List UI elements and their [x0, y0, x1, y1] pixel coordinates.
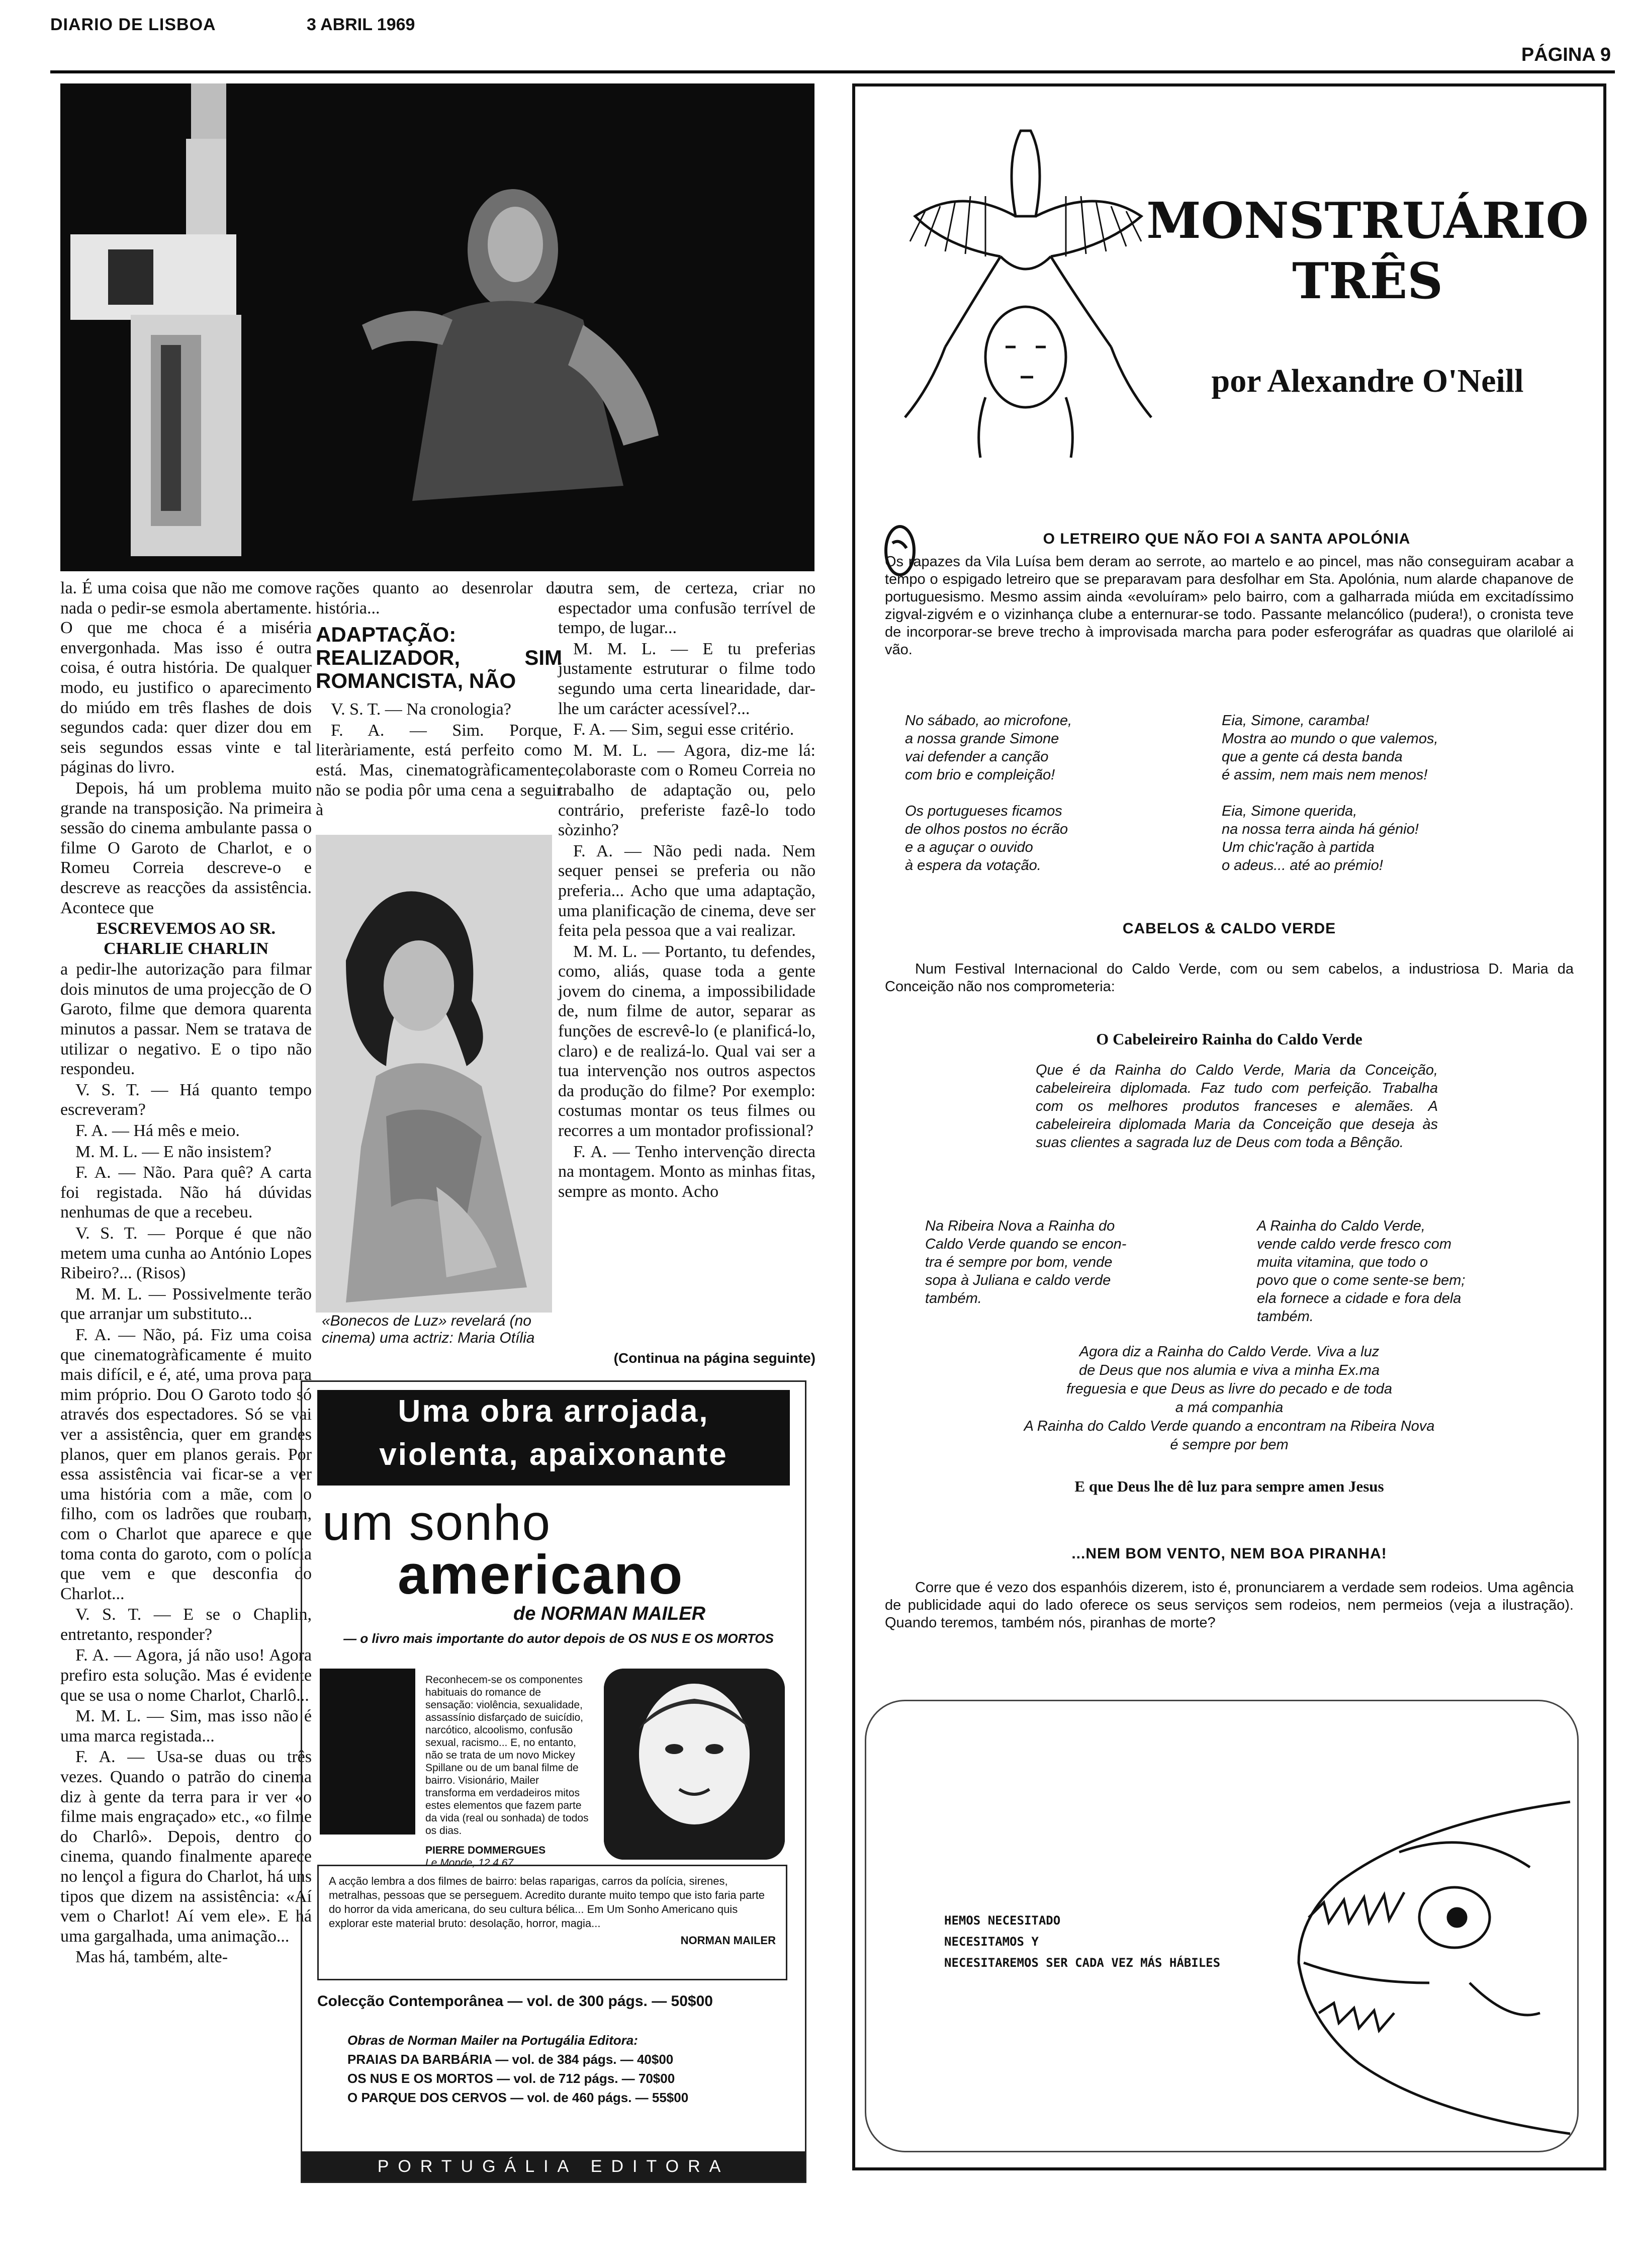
- section-text-cabelos: Num Festival Internacional do Caldo Verde, com ou sem cabelos, a industriosa D. Maria da Conceição não nos comprometeria:: [885, 961, 1574, 995]
- section-text-piranha: Corre que é vezo dos espanhóis dizerem, isto é, pronunciarem a verdade sem rodeios. Uma agência de publicidade aqui do lado oferece os seus serviços sem rodeios, nem permeios (veja a ilustração). Quando teremos, também nós, piranhas de morte?: [885, 1580, 1574, 1631]
- paragraph: a pedir-lhe autorização para filmar dois minutos de uma projecção de O Garoto, filme que demora quarenta minutos a passar. Nem se tratava de utilizar o negativo. E o tipo não respondeu.: [60, 960, 312, 1079]
- interview-column-1: [60, 578, 312, 2248]
- book-advert: [301, 1380, 806, 2183]
- advert-other-book: OS NUS E OS MORTOS — vol. de 712 págs. — 70$00: [347, 2071, 675, 2086]
- paragraph: Depois, há um problema muito grande na transposição. Na primeira sessão do cinema ambulante passa o filme O Garoto de Charlot, e o Romeu Correia descreve-o e descreve as reacções da assistência. Acontece que: [60, 778, 312, 917]
- continues-note: (Continua na página seguinte): [613, 1350, 815, 1366]
- inline-subhead: ESCREVEMOS AO SR. CHARLIE CHARLIN: [96, 919, 276, 958]
- paragraph: outra sem, de certeza, criar no espectador uma confusão terrível de tempo, de lugar...: [558, 579, 815, 638]
- advert-banner-line: violenta, apaixonante: [379, 1437, 728, 1472]
- advert-critic: PIERRE DOMMERGUES: [425, 1845, 546, 1856]
- advert-other-book: O PARQUE DOS CERVOS — vol. de 460 págs. — 55$00: [347, 2090, 689, 2105]
- advert-title-2: americano: [398, 1544, 684, 1606]
- advert-tagline: — o livro mais importante do autor depois de OS NUS E OS MORTOS: [343, 1631, 774, 1646]
- advert-review: [425, 1674, 591, 1869]
- paragraph: M. M. L. — Agora, diz-me lá: colaboraste com o Romeu Correia no trabalho de adaptação ou, pelo contrário, preferiste fazê-lo todo sòzinho?: [558, 741, 815, 840]
- paragraph: V. S. T. — E se o Chaplin, entretanto, responder?: [60, 1605, 312, 1644]
- advert-other-book: PRAIAS DA BARBÁRIA — vol. de 384 págs. — 40$00: [347, 2052, 674, 2067]
- column-title-line: MONSTRUÁRIO: [1146, 192, 1589, 250]
- issue-date: 3 ABRIL 1969: [307, 15, 415, 34]
- section-quote-closing: Agora diz a Rainha do Caldo Verde. Viva a luz de Deus que nos alumia e viva a minha Ex.ma freguesia e que Deus as livre do pecado e de toda a má companhia A Rainha do Caldo Verde quando a encontram na Ribeira Nova é sempre por bem: [1024, 1344, 1435, 1453]
- actress-photo: [316, 835, 552, 1313]
- paragraph: M. M. L. — E não insistem?: [75, 1142, 272, 1161]
- advert-title: um sonho: [322, 1495, 552, 1551]
- piranha-handwritten-text: HEMOS NECESITADO NECESITAMOS Y NECESITAREMOS SER CADA VEZ MÁS HÁBILES: [944, 1913, 1221, 1970]
- column-title-line: TRÊS: [1292, 252, 1443, 310]
- advert-footer: [302, 2151, 805, 2182]
- advert-other-title: Obras de Norman Mailer na Portugália Editora:: [347, 2033, 638, 2048]
- paragraph: M. M. L. — Sim, mas isso não é uma marca registada...: [60, 1707, 312, 1746]
- advert-review-text: Reconhecem-se os componentes habituais do romance de sensação: violência, sexualidade, assassínio disfarçado de suicídio, narcótico, alcoolismo, confusão sexual, racismo... E, no entanto, não se trata de um novo Mickey Spillane ou de um banal filme de bairro. Visionário, Mailer transforma em verdadeiros mitos estes elementos que fazem parte da vida (real ou sonhada) de todos os dias.: [425, 1674, 589, 1837]
- section-quote-right: A Rainha do Caldo Verde, vende caldo verde fresco com muita vitamina, que todo o povo que o come sente-se bem; ela fornece a cidade e fora dela também.: [1257, 1218, 1466, 1325]
- paragraph: F. A. — Há mês e meio.: [75, 1121, 240, 1141]
- paragraph: V. S. T. — Porque é que não metem uma cunha ao António Lopes Ribeiro?... (Risos): [60, 1224, 312, 1283]
- author-portrait: [604, 1669, 785, 1860]
- section-title-piranha: ...NEM BOM VENTO, NEM BOA PIRANHA!: [1071, 1545, 1387, 1562]
- paragraph: F. A. — Tenho intervenção directa na montagem. Monto as minhas fitas, sempre as monto. Acho: [558, 1142, 815, 1201]
- actress-illustration: [316, 835, 552, 1313]
- paragraph: F. A. — Sim. Porque, literàriamente, está perfeito como está. Mas, cinematogràficamente, não se podia pôr uma cena a seguir à: [316, 721, 562, 820]
- paragraph: V. S. T. — Na cronologia?: [331, 700, 511, 719]
- winged-figure-illustration: [885, 116, 1166, 468]
- section-heading-cabeleireiro: O Cabeleireiro Rainha do Caldo Verde: [1096, 1030, 1362, 1048]
- paragraph: F. A. — Não, pá. Fiz uma coisa que cinematogràficamente é muito mais difícil, e é, até, uma prova para mim próprio. Dou O Garoto todo só através dos espectadores. Só se vai ver a assistência, quer em grandes planos, quer em planos gerais. Por essa assistência vai ficar-se a ver uma história com a mãe, com o filho, com os ladrões que roubam, com o Charlot que aparece e que toma conta do garoto, com o polícia que vem e que desconfia do Charlot...: [60, 1325, 312, 1603]
- paragraph: rações quanto ao desenrolar da história...: [316, 579, 562, 618]
- paragraph: Mas há, também, alte-: [75, 1948, 228, 1967]
- advert-quote: A acção lembra a dos filmes de bairro: belas raparigas, carros da polícia, sirenes, metralhas, pessoas que se perseguem. Acredito durante muito tempo que isto faria parte do horror da vida americana, do seu cultura bélica... Em Um Sonho Americano quis explorar este material bruto: desolação, horror, magia...: [329, 1875, 765, 1930]
- verse-right: Eia, Simone, caramba! Mostra ao mundo o que valemos, que a gente cá desta banda é assim, nem mais nem menos! Eia, Simone querida, na nossa terra ainda há génio! Um chic'ração à partida o adeus... até ao prémio!: [1222, 713, 1438, 874]
- advert-quote-box: [317, 1865, 787, 1980]
- advert-banner: [317, 1390, 790, 1486]
- author-portrait-illustration: [604, 1669, 785, 1860]
- interview-column-2: [316, 578, 562, 820]
- film-still-illustration: [60, 83, 814, 571]
- film-still-photo: [60, 83, 814, 571]
- section-title-cabelos: CABELOS & CALDO VERDE: [1122, 920, 1336, 937]
- advert-other-works: [347, 2031, 780, 2107]
- paragraph: F. A. — Não pedi nada. Nem sequer pensei se preferia ou não preferia... Acho que uma adaptação, uma planificação de cinema, deve ser feita pela pessoa que a vai realizar.: [558, 841, 815, 940]
- advert-quote-author: NORMAN MAILER: [680, 1934, 776, 1947]
- verse-left: No sábado, ao microfone, a nossa grande Simone vai defender a canção com brio e compleição! Os portugueses ficamos de olhos postos no écrão e a aguçar o ouvido à espera da votação.: [905, 713, 1072, 874]
- paragraph: M. M. L. — Possivelmente terão que arranjar um substituto...: [60, 1284, 312, 1324]
- section-quote-left: Na Ribeira Nova a Rainha do Caldo Verde quando se encon- tra é sempre por bom, vende sopa à Juliana e caldo verde também.: [925, 1218, 1127, 1306]
- section-title-letreiro: O LETREIRO QUE NÃO FOI A SANTA APOLÓNIA: [1043, 531, 1411, 547]
- paragraph: F. A. — Agora, já não uso! Agora prefiro esta solução. Mas é evidente que se usa o nome Charlot, Charlô...: [60, 1646, 312, 1705]
- section-text-letreiro: Os rapazes da Vila Luísa bem deram ao serrote, ao martelo e ao pincel, mas não conseguiram acabar a tempo o espigado letreiro que se preparavam para desfolhar em Sta. Apolónia, num alarde chapanove de portuguesismo. Mesmo assim ainda «evoluíram» pelo bairro, com a galharrada miúda em excitadíssimo zigval-zigvém e o vizinhança clube a enternurar-se todo. Passante melancólico (pudera!), o cronista teve de incorporar-se breve trecho à improvisada marcha para poder esferográfar as quadras que olarilolé ai vão.: [885, 554, 1574, 658]
- advert-critic-source: Le Monde, 12.4.67: [425, 1857, 514, 1869]
- book-cover-image: [320, 1669, 415, 1835]
- paragraph: F. A. — Usa-se duas ou três vezes. Quando o patrão do cinema diz à gente da terra para ir ver «o filme mais engraçado» etc., «o filme do Charlô». Depois, dentro do cinema, quando finalmente aparece no lençol a figura do Charlot, há uns tipos que dizem na assistência: «Aí vem o Charlot! Aí vem ele». E há uma gargalhada, uma animação...: [60, 1748, 312, 1946]
- header-rule: [50, 70, 1615, 73]
- column-title: [1131, 191, 1604, 312]
- paragraph: M. M. L. — Portanto, tu defendes, como, aliás, quase toda a gente jovem do cinema, a impossibilidade de, num filme de autor, separar as funções de escrevê-lo (e planificá-lo, claro) e de realizá-lo. Qual vai ser a tua intervenção nos outros aspectos da produção do filme? Por exemplo: costumas montar os teus filmes ou recorres a um montador profissional?: [558, 942, 815, 1141]
- interview-column-3: [558, 578, 815, 1350]
- paragraph: M. M. L. — E tu preferias justamente estruturar o filme todo segundo uma certa linearidade, dar-lhe um carácter acessível?...: [558, 639, 815, 718]
- masthead: DIARIO DE LISBOA: [50, 15, 216, 34]
- page-number: PÁGINA 9: [1521, 44, 1611, 65]
- interview-subhead: ADAPTAÇÃO: REALIZADOR, SIM ROMANCISTA, NÃO: [316, 623, 562, 693]
- advert-publisher: PORTUGÁLIA EDITORA: [377, 2157, 730, 2176]
- advert-banner-line: Uma obra arrojada,: [398, 1394, 709, 1429]
- section-closing-line: E que Deus lhe dê luz para sempre amen Jesus: [1074, 1477, 1384, 1495]
- advert-collection: Colecção Contemporânea — vol. de 300 págs. — 50$00: [317, 1993, 713, 2010]
- paragraph: F. A. — Sim, segui esse critério.: [573, 720, 794, 739]
- column-byline: por Alexandre O'Neill: [1211, 363, 1524, 399]
- paragraph: F. A. — Não. Para quê? A carta foi registada. Não há dúvidas nenhumas de que a recebeu.: [60, 1163, 312, 1222]
- section-quote-cabeleireiro: Que é da Rainha do Caldo Verde, Maria da Conceição, cabeleireira diplomada. Faz tudo com perfeição. Trabalha com os melhores produtos franceses e alemães. A cabeleireira diplomada Maria da Conceição que deseja às suas clientes a sagrada luz de Deus com toda a Bênção.: [1036, 1062, 1438, 1151]
- piranha-napkin-illustration: [865, 1700, 1579, 2152]
- advert-author: de NORMAN MAILER: [513, 1603, 706, 1624]
- paragraph: V. S. T. — Há quanto tempo escreveram?: [60, 1080, 312, 1119]
- paragraph: la. É uma coisa que não me comove nada o pedir-se esmola abertamente. O que me choca é a miséria envergonhada. Mas isso é outra coisa, é outra história. De qualquer modo, eu justifico o aparecimento do miúdo em três flashes de dois segundos cada: quer dizer dou em seis segundos essas vinte e tal páginas do livro.: [60, 579, 312, 777]
- photo-caption: «Bonecos de Luz» revelará (no cinema) uma actriz: Maria Otília: [322, 1313, 535, 1346]
